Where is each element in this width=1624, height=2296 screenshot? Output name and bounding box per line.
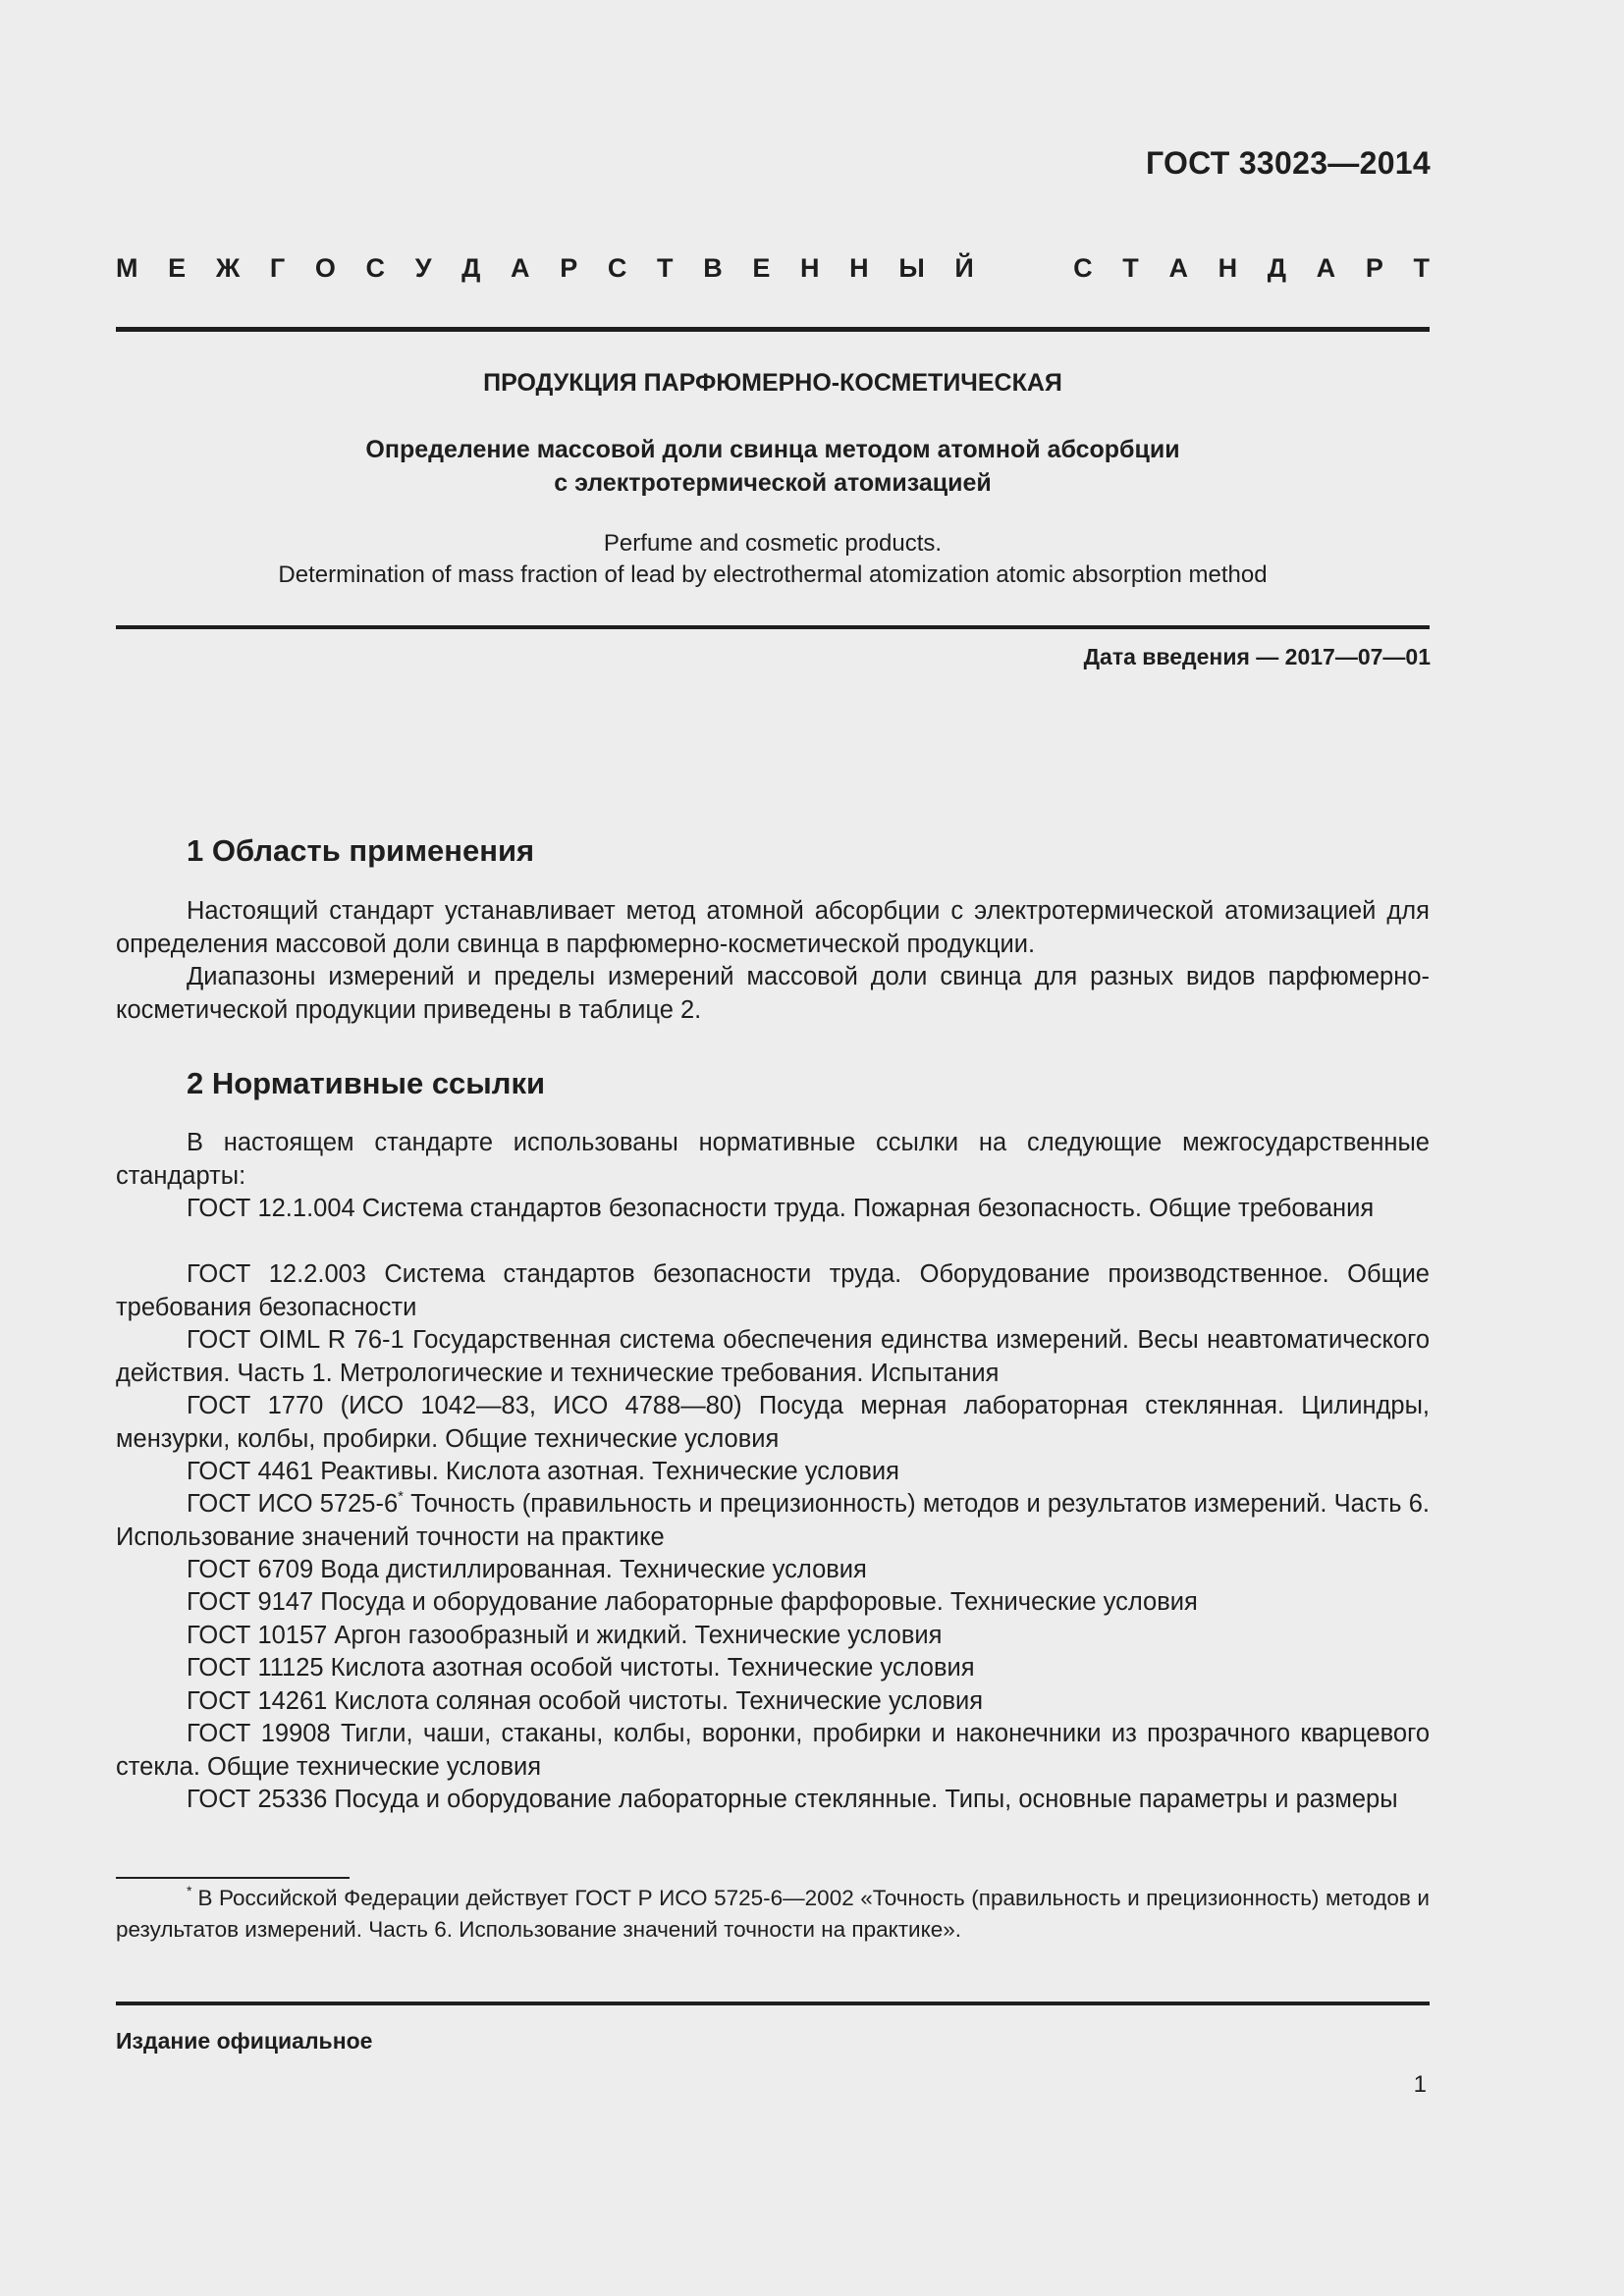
standard-number: ГОСТ 33023—2014 — [1145, 145, 1431, 181]
introduction-date: Дата введения — 2017—07—01 — [1083, 644, 1431, 669]
reference-item: ГОСТ 10157 Аргон газообразный и жидкий. Технические условия — [187, 1622, 943, 1649]
banner-letter: Т — [1122, 253, 1139, 283]
reference-item: ГОСТ 6709 Вода дистиллированная. Технические условия — [187, 1556, 867, 1583]
page-number: 1 — [1413, 2071, 1427, 2098]
paragraph: Настоящий стандарт устанавливает метод атомной абсорбции с электротермической атомизацией для определения массовой доли свинца в парфюмерно-косметической продукции. — [116, 897, 1430, 958]
document-title: ПРОДУКЦИЯ ПАРФЮМЕРНО-КОСМЕТИЧЕСКАЯ — [483, 369, 1062, 397]
footer-rule — [116, 2002, 1430, 2005]
banner-letter: Т — [1413, 253, 1430, 283]
banner-letter: Р — [560, 253, 578, 283]
paragraph: В настоящем стандарте использованы нормативные ссылки на следующие межгосударственные стандарты: — [116, 1129, 1430, 1190]
reference-item — [116, 1488, 1430, 1554]
banner-letter: Й — [954, 253, 974, 283]
banner-letter: С — [1073, 253, 1093, 283]
reference-item: ГОСТ 12.2.003 Система стандартов безопасности труда. Оборудование производственное. Общие требования безопасности — [116, 1260, 1430, 1321]
banner-letter: Е — [168, 253, 187, 283]
official-edition-label: Издание официальное — [116, 2028, 373, 2054]
reference-title: Точность (правильность и прецизионность) методов и результатов измерений. Часть 6. Использование значений точности на практике — [116, 1490, 1430, 1551]
reference-item: ГОСТ OIML R 76-1 Государственная система обеспечения единства измерений. Весы неавтоматического действия. Часть 1. Метрологические и технические требования. Испытания — [116, 1326, 1430, 1387]
reference-item: ГОСТ 1770 (ИСО 1042—83, ИСО 4788—80) Посуда мерная лабораторная стеклянная. Цилиндры, мензурки, колбы, пробирки. Общие технические условия — [116, 1392, 1430, 1453]
banner-letter: А — [511, 253, 530, 283]
english-title-line: Perfume and cosmetic products. — [603, 530, 943, 557]
reference-item: ГОСТ 9147 Посуда и оборудование лабораторные фарфоровые. Технические условия — [187, 1588, 1198, 1616]
banner-letter: Д — [1267, 253, 1287, 283]
banner-letter: Ы — [898, 253, 925, 283]
banner-letter: А — [1168, 253, 1188, 283]
reference-item: ГОСТ 25336 Посуда и оборудование лабораторные стеклянные. Типы, основные параметры и размеры — [187, 1786, 1398, 1813]
subtitle-line: Определение массовой доли свинца методом атомной абсорбции — [365, 436, 1180, 463]
banner-letter: М — [116, 253, 138, 283]
banner-letter: А — [1316, 253, 1336, 283]
banner-letter: С — [365, 253, 386, 283]
footnote — [116, 1883, 1430, 1946]
banner-letter: Р — [1365, 253, 1383, 283]
reference-item: ГОСТ 19908 Тигли, чаши, стаканы, колбы, воронки, пробирки и наконечники из прозрачного кварцевого стекла. Общие технические условия — [116, 1720, 1430, 1781]
english-title-line: Determination of mass fraction of lead by electrothermal atomization atomic absorption method — [278, 561, 1268, 588]
interstate-standard-banner — [116, 253, 1430, 284]
document-subtitle — [116, 433, 1430, 500]
banner-letter: Н — [800, 253, 820, 283]
banner-letter: С — [607, 253, 627, 283]
banner-letter: Н — [849, 253, 869, 283]
reference-code: ГОСТ ИСО 5725-6 — [187, 1490, 399, 1518]
header-rule — [116, 327, 1430, 332]
subtitle-line: с электротермической атомизацией — [554, 469, 992, 497]
banner-letter: Д — [461, 253, 481, 283]
banner-letter: О — [314, 253, 336, 283]
paragraph: Диапазоны измерений и пределы измерений массовой доли свинца для разных видов парфюмерно-косметической продукции приведены в таблице 2. — [116, 963, 1430, 1024]
reference-item: ГОСТ 12.1.004 Система стандартов безопасности труда. Пожарная безопасность. Общие требования — [187, 1195, 1375, 1222]
banner-word-gap — [1003, 253, 1043, 284]
footnote-rule — [116, 1877, 350, 1879]
footnote-marker: * — [187, 1883, 192, 1898]
banner-letter: В — [703, 253, 723, 283]
reference-item: ГОСТ 14261 Кислота соляная особой чистоты. Технические условия — [187, 1687, 984, 1715]
reference-item: ГОСТ 11125 Кислота азотная особой чистоты. Технические условия — [187, 1654, 975, 1682]
banner-letter: Н — [1218, 253, 1238, 283]
banner-letter: Т — [657, 253, 674, 283]
footnote-text: В Российской Федерации действует ГОСТ Р ИСО 5725-6—2002 «Точность (правильность и прецизионность) методов и результатов измерений. Часть 6. Использование значений точности на практике». — [116, 1886, 1430, 1942]
reference-item: ГОСТ 4461 Реактивы. Кислота азотная. Технические условия — [187, 1458, 899, 1485]
banner-letter: У — [414, 253, 432, 283]
title-rule — [116, 625, 1430, 629]
section-heading: 1 Область применения — [187, 833, 535, 868]
footnote-marker: * — [398, 1488, 404, 1505]
banner-letter: Е — [752, 253, 771, 283]
banner-letter: Ж — [215, 253, 241, 283]
english-title — [116, 528, 1430, 591]
banner-letter: Г — [269, 253, 286, 283]
section-heading: 2 Нормативные ссылки — [187, 1066, 546, 1100]
